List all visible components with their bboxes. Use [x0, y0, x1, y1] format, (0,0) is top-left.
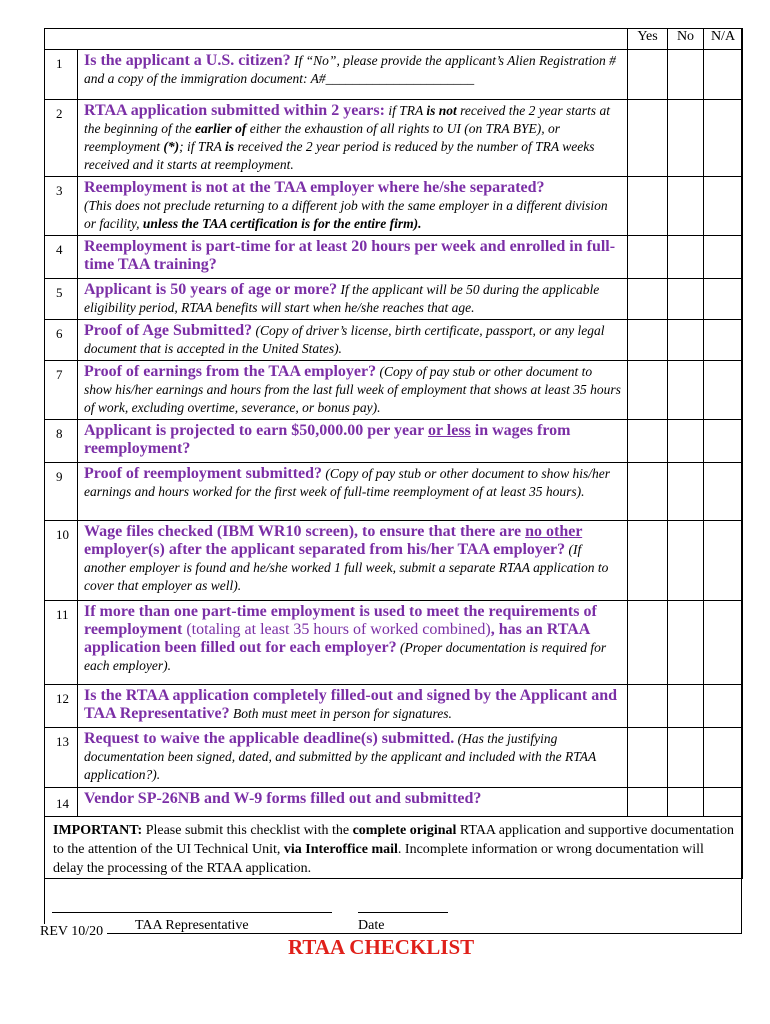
important-label: IMPORTANT:: [53, 823, 143, 838]
checklist-row: [45, 601, 743, 685]
yes-checkbox-cell[interactable]: [628, 279, 668, 320]
item-number: 13: [45, 728, 78, 788]
no-checkbox-cell[interactable]: [668, 320, 704, 361]
item-title: Request to waive the applicable deadline(s) submitted.: [84, 730, 455, 747]
no-checkbox-cell[interactable]: [668, 601, 704, 685]
item-number: 5: [45, 279, 78, 320]
important-emphasis: complete original: [352, 823, 457, 838]
yes-checkbox-cell[interactable]: [628, 100, 668, 177]
item-title: Applicant is projected to earn $50,000.00 per year: [84, 422, 428, 439]
na-checkbox-cell[interactable]: [704, 601, 743, 685]
item-detail-emphasis: is: [225, 139, 235, 154]
item-number: 9: [45, 463, 78, 521]
item-title: Is the RTAA application completely filled-out and signed by the Applicant and TAA Representative?: [84, 687, 617, 722]
na-checkbox-cell[interactable]: [704, 50, 743, 100]
item-question: [78, 521, 628, 601]
no-checkbox-cell[interactable]: [668, 420, 704, 463]
item-detail: (This does not preclude returning to a different job with the same employer in a different division or facility,: [84, 198, 608, 231]
item-number: 4: [45, 236, 78, 279]
item-question: [78, 361, 628, 420]
yes-checkbox-cell[interactable]: [628, 361, 668, 420]
no-checkbox-cell[interactable]: [668, 463, 704, 521]
item-detail: received the 2 year starts at the beginning of the: [84, 103, 610, 136]
no-checkbox-cell[interactable]: [668, 177, 704, 236]
no-checkbox-cell[interactable]: [668, 50, 704, 100]
checklist-row: [45, 361, 743, 420]
item-question: [78, 177, 628, 236]
item-detail: If “No”, please provide the applicant’s Alien Registration # and a copy of the immigration document: A#______________________: [84, 53, 616, 86]
no-checkbox-cell[interactable]: [668, 685, 704, 728]
important-text: RTAA application and supportive documentation to the attention of the UI Technical Unit,: [53, 823, 734, 857]
no-checkbox-cell[interactable]: [668, 361, 704, 420]
item-number: 7: [45, 361, 78, 420]
checklist-row: [45, 685, 743, 728]
no-checkbox-cell[interactable]: [668, 788, 704, 817]
item-number: 10: [45, 521, 78, 601]
item-detail: if TRA: [384, 103, 427, 118]
item-title: Wage files checked (IBM WR10 screen), to ensure that there are: [84, 523, 526, 540]
item-number: 3: [45, 177, 78, 236]
item-question: [78, 100, 628, 177]
representative-signature-line[interactable]: [52, 912, 332, 913]
item-question: [78, 601, 628, 685]
na-checkbox-cell[interactable]: [704, 100, 743, 177]
item-question: [78, 463, 628, 521]
yes-checkbox-cell[interactable]: [628, 601, 668, 685]
na-checkbox-cell[interactable]: [704, 463, 743, 521]
item-title: Reemployment is part-time for at least 20 hours per week and enrolled in full-time TAA training?: [84, 238, 616, 273]
item-detail: ; if TRA: [179, 139, 225, 154]
header-row: [45, 29, 743, 50]
item-number: 6: [45, 320, 78, 361]
date-label: Date: [358, 918, 385, 933]
item-title: RTAA application submitted within 2 years:: [84, 102, 385, 119]
item-detail: (Copy of pay stub or other document to show his/her earnings and hours from the last full week of employment that shows at least 35 hours of work, excluding overtime, severance, or bonus pay).: [84, 364, 621, 415]
item-title: , has an RTAA application been filled out for each employer?: [84, 621, 590, 656]
na-checkbox-cell[interactable]: [704, 521, 743, 601]
item-detail: (Copy of pay stub or other document to show his/her earnings and hours worked for the first week of full-time reemployment of at least 35 hours).: [84, 466, 611, 499]
item-detail-emphasis: earlier of: [194, 121, 247, 136]
na-checkbox-cell[interactable]: [704, 279, 743, 320]
na-checkbox-cell[interactable]: [704, 685, 743, 728]
item-number: 12: [45, 685, 78, 728]
item-detail: Both must meet in person for signatures.: [229, 706, 452, 721]
yes-checkbox-cell[interactable]: [628, 463, 668, 521]
yes-checkbox-cell[interactable]: [628, 685, 668, 728]
item-number: 8: [45, 420, 78, 463]
no-checkbox-cell[interactable]: [668, 100, 704, 177]
checklist-row: [45, 463, 743, 521]
important-notice-row: [45, 817, 743, 879]
yes-checkbox-cell[interactable]: [628, 521, 668, 601]
item-title: If more than one part-time employment is used to meet the requirements of reemployment: [84, 603, 597, 638]
na-checkbox-cell[interactable]: [704, 728, 743, 788]
na-column-header: N/A: [704, 29, 743, 50]
na-checkbox-cell[interactable]: [704, 236, 743, 279]
item-detail: (Has the justifying documentation been signed, dated, and submitted by the applicant and included with the RTAA application?).: [84, 731, 597, 782]
yes-checkbox-cell[interactable]: [628, 320, 668, 361]
item-number: 11: [45, 601, 78, 685]
checklist-row: [45, 521, 743, 601]
na-checkbox-cell[interactable]: [704, 788, 743, 817]
no-column-header: No: [668, 29, 704, 50]
na-checkbox-cell[interactable]: [704, 177, 743, 236]
item-question: [78, 685, 628, 728]
item-detail: If the applicant will be 50 during the applicable eligibility period, RTAA benefits will start when he/she reaches that age.: [84, 282, 600, 315]
checklist-row: [45, 420, 743, 463]
item-title: Reemployment is not at the TAA employer where he/she separated?: [84, 179, 545, 196]
item-title: in wages from reemployment?: [84, 422, 571, 457]
important-text: Please submit this checklist with the: [142, 823, 353, 838]
checklist-row: [45, 279, 743, 320]
item-detail: (If another employer is found and he/she worked 1 full week, submit a separate RTAA application to cover that employer as well).: [84, 542, 609, 593]
item-question: [78, 236, 628, 279]
item-question: [78, 279, 628, 320]
yes-checkbox-cell[interactable]: [628, 788, 668, 817]
no-checkbox-cell[interactable]: [668, 728, 704, 788]
item-title-underlined: or less: [427, 422, 471, 439]
important-notice: [45, 817, 743, 879]
item-title: Proof of reemployment submitted?: [84, 465, 323, 482]
item-title-underlined: no other: [525, 523, 583, 540]
item-number: 1: [45, 50, 78, 100]
item-detail: (Proper documentation is required for each employer).: [84, 640, 607, 673]
item-title: Proof of earnings from the TAA employer?: [84, 363, 377, 380]
yes-checkbox-cell[interactable]: [628, 728, 668, 788]
checklist-row: [45, 177, 743, 236]
checklist-row: [45, 50, 743, 100]
item-detail: received the 2 year period is reduced by the number of TRA weeks received and it starts at reemployment.: [84, 139, 595, 172]
checklist-table: [44, 28, 743, 879]
item-title: Vendor SP-26NB and W-9 forms filled out and submitted?: [84, 790, 482, 807]
item-question: [78, 320, 628, 361]
yes-column-header: Yes: [628, 29, 668, 50]
item-detail-emphasis: is not: [426, 103, 457, 118]
item-detail: either the exhaustion of all rights to UI (on TRA BYE), or reemployment: [84, 121, 560, 154]
na-checkbox-cell[interactable]: [704, 320, 743, 361]
item-title: Applicant is 50 years of age or more?: [84, 281, 338, 298]
yes-checkbox-cell[interactable]: [628, 177, 668, 236]
revision-label: REV 10/20: [36, 924, 107, 940]
date-signature-line[interactable]: [358, 912, 448, 913]
no-checkbox-cell[interactable]: [668, 236, 704, 279]
checklist-row: [45, 236, 743, 279]
item-title: Proof of Age Submitted?: [84, 322, 253, 339]
item-question: [78, 420, 628, 463]
no-checkbox-cell[interactable]: [668, 521, 704, 601]
no-checkbox-cell[interactable]: [668, 279, 704, 320]
item-number: 2: [45, 100, 78, 177]
item-title: Is the applicant a U.S. citizen?: [84, 52, 291, 69]
checklist-row: [45, 728, 743, 788]
yes-checkbox-cell[interactable]: [628, 236, 668, 279]
checklist-row: [45, 320, 743, 361]
item-number: 14: [45, 788, 78, 817]
yes-checkbox-cell[interactable]: [628, 420, 668, 463]
important-emphasis: via Interoffice mail: [283, 842, 398, 857]
item-detail-emphasis: unless the TAA certification is for the entire firm).: [142, 216, 422, 231]
na-checkbox-cell[interactable]: [704, 361, 743, 420]
item-detail-emphasis: (*): [163, 139, 180, 154]
na-checkbox-cell[interactable]: [704, 420, 743, 463]
item-question: [78, 788, 628, 817]
checklist-row: [45, 100, 743, 177]
item-question: [78, 50, 628, 100]
representative-label: TAA Representative: [135, 918, 249, 933]
item-title-note: (totaling at least 35 hours of worked combined): [182, 621, 491, 638]
document-title: RTAA CHECKLIST: [288, 935, 475, 959]
yes-checkbox-cell[interactable]: [628, 50, 668, 100]
item-detail: (Copy of driver’s license, birth certificate, passport, or any legal document that is accepted in the United States).: [84, 323, 605, 356]
item-question: [78, 728, 628, 788]
item-title: employer(s) after the applicant separated from his/her TAA employer?: [84, 541, 566, 558]
important-text: . Incomplete information or wrong documentation will delay the processing of the RTAA application.: [53, 842, 704, 876]
checklist-row: [45, 788, 743, 817]
